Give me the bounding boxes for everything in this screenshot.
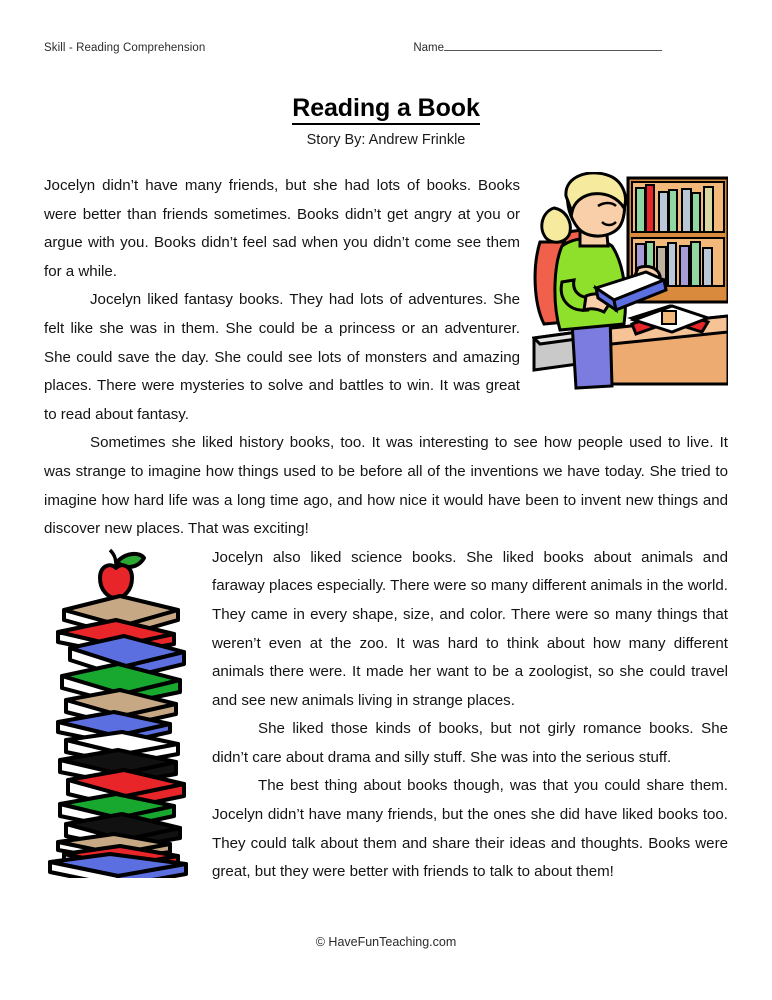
copyright-notice: © HaveFunTeaching.com xyxy=(315,935,457,949)
name-input-line[interactable] xyxy=(444,49,662,51)
page-header xyxy=(44,42,728,64)
byline: Story By: Andrew Frinkle xyxy=(306,132,466,148)
stack-of-books-with-apple-illustration xyxy=(44,548,196,878)
story-paragraph: Jocelyn also liked science books. She liked books about animals and faraway places especially. There were so many different animals in the world. They came in every shape, size, and color. There were so many things that weren’t even at the zoo. It was hard to think about how many different animals there were. It made her want to be a zoologist, so she could travel and see new animals living in strange places. xyxy=(212,548,728,709)
page-title: Reading a Book xyxy=(292,94,480,125)
story-paragraph: She liked those kinds of books, but not girly romance books. She didn’t care about drama and silly stuff. She was into the serious stuff. xyxy=(212,720,728,766)
page-footer xyxy=(0,935,772,949)
skill-label: Skill - Reading Comprehension xyxy=(44,42,206,54)
story-paragraph: The best thing about books though, was that you could share them. Jocelyn didn’t have many friends, but the ones she did have liked books too. They could talk about them and share their ideas and thoughts. Books were great, but they were better with friends to talk to about them! xyxy=(212,777,728,881)
story-paragraph: Jocelyn didn’t have many friends, but she had lots of books. Books were better than friends sometimes. Books didn’t get angry at you or argue with you. Books didn’t feel sad when you didn’t come see them for a while. xyxy=(44,177,520,280)
story-body xyxy=(44,172,728,887)
name-label: Name xyxy=(413,42,444,54)
name-field-block xyxy=(413,42,662,54)
girl-reading-at-desk-illustration xyxy=(532,172,728,396)
title-block xyxy=(0,94,772,148)
story-paragraph: Jocelyn liked fantasy books. They had lots of adventures. She felt like she was in them. She could be a princess or an adventurer. She could save the day. She could see lots of monsters and amazing places. There were mysteries to solve and battles to win. It was great to read about fantasy. xyxy=(44,291,520,423)
story-paragraph: Sometimes she liked history books, too. It was interesting to see how people used to live. It was strange to imagine how things used to be before all of the inventions we have today. She tried to imagine how hard life was a long time ago, and how nice it would have been to invent new things and discover new places. That was exciting! xyxy=(44,434,728,538)
